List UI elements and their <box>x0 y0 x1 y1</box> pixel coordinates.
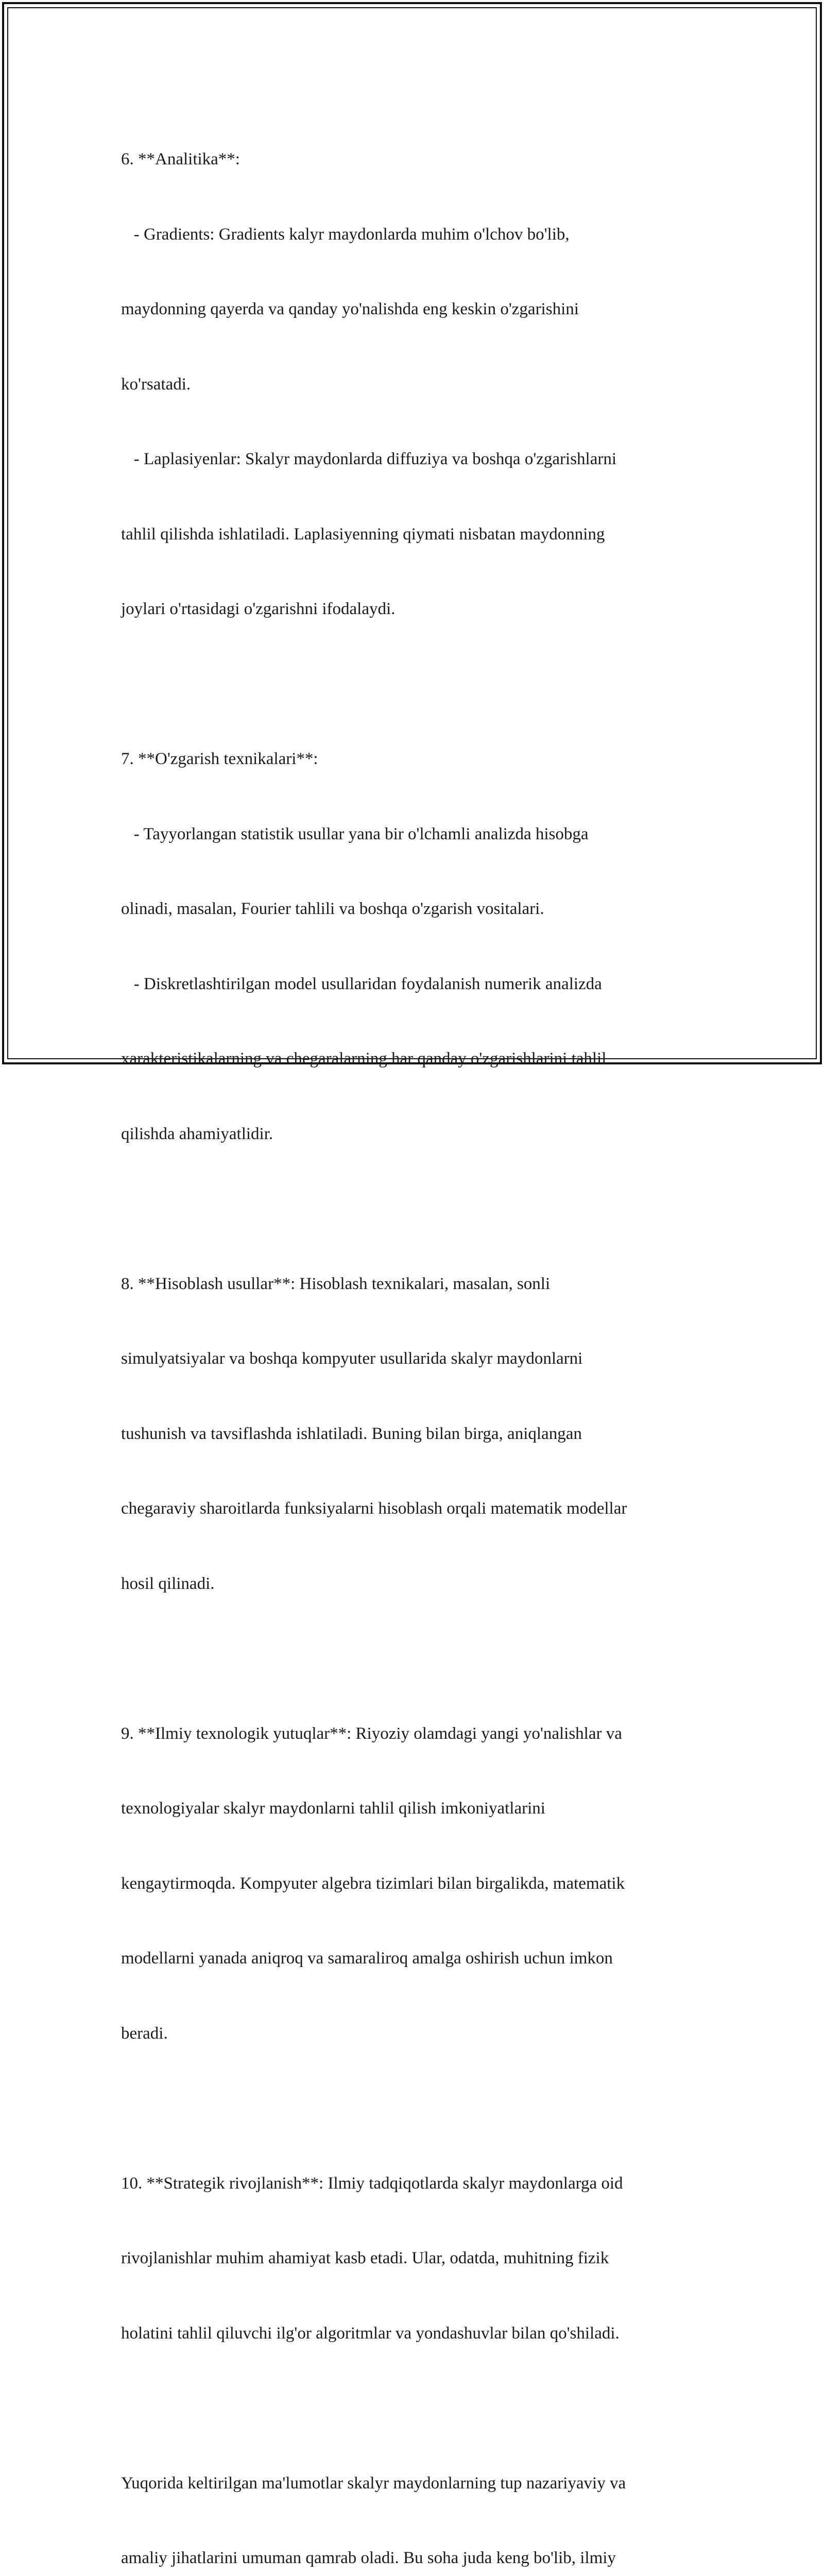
text-line: - Diskretlashtirilgan model usullaridan foydalanish numerik analizda <box>121 972 708 997</box>
paragraph-analitika <box>121 97 708 672</box>
text-line: joylari o'rtasidagi o'zgarishni ifodalaydi. <box>121 597 708 622</box>
text-line: holatini tahlil qiluvchi ilg'or algoritmlar va yondashuvlar bilan qo'shiladi. <box>121 2321 708 2346</box>
text-line: maydonning qayerda va qanday yo'nalishda eng keskin o'zgarishini <box>121 297 708 322</box>
paragraph-hisoblash-usullar <box>121 1222 708 1647</box>
text-line: beradi. <box>121 2021 708 2046</box>
paragraph-conclusion <box>121 2421 708 2576</box>
text-line: 10. **Strategik rivojlanish**: Ilmiy tadqiqotlarda skalyr maydonlarga oid <box>121 2171 708 2196</box>
text-line: rivojlanishlar muhim ahamiyat kasb etadi. Ular, odatda, muhitning fizik <box>121 2246 708 2271</box>
text-line: 6. **Analitika**: <box>121 147 708 172</box>
text-line: qilishda ahamiyatlidir. <box>121 1122 708 1147</box>
text-line: 8. **Hisoblash usullar**: Hisoblash texnikalari, masalan, sonli <box>121 1272 708 1297</box>
paragraph-strategik-rivojlanish <box>121 2121 708 2396</box>
text-line: texnologiyalar skalyr maydonlarni tahlil qilish imkoniyatlarini <box>121 1796 708 1821</box>
text-line: modellarni yanada aniqroq va samaraliroq amalga oshirish uchun imkon <box>121 1946 708 1971</box>
text-line: kengaytirmoqda. Kompyuter algebra tizimlari bilan birgalikda, matematik <box>121 1871 708 1896</box>
text-line: 7. **O'zgarish texnikalari**: <box>121 747 708 772</box>
text-line: amaliy jihatlarini umuman qamrab oladi. Bu soha juda keng bo'lib, ilmiy <box>121 2546 708 2571</box>
text-line: - Tayyorlangan statistik usullar yana bir o'lchamli analizda hisobga <box>121 822 708 847</box>
text-line: simulyatsiyalar va boshqa kompyuter usullarida skalyr maydonlarni <box>121 1346 708 1371</box>
text-line: ko'rsatadi. <box>121 372 708 397</box>
document-body <box>121 97 708 2576</box>
text-line: - Laplasiyenlar: Skalyr maydonlarda diffuziya va boshqa o'zgarishlarni <box>121 447 708 472</box>
text-line: Yuqorida keltirilgan ma'lumotlar skalyr maydonlarning tup nazariyaviy va <box>121 2471 708 2496</box>
text-line: tushunish va tavsiflashda ishlatiladi. Buning bilan birga, aniqlangan <box>121 1421 708 1447</box>
text-line: tahlil qilishda ishlatiladi. Laplasiyenning qiymati nisbatan maydonning <box>121 522 708 547</box>
text-line: 9. **Ilmiy texnologik yutuqlar**: Riyoziy olamdagi yangi yo'nalishlar va <box>121 1721 708 1747</box>
text-line: chegaraviy sharoitlarda funksiyalarni hisoblash orqali matematik modellar <box>121 1496 708 1521</box>
text-line: hosil qilinadi. <box>121 1571 708 1597</box>
text-line: - Gradients: Gradients kalyr maydonlarda muhim o'lchov bo'lib, <box>121 222 708 247</box>
paragraph-ilmiy-texnologik-yutuqlar <box>121 1671 708 2096</box>
text-line: xarakteristikalarning va chegaralarning har qanday o'zgarishlarini tahlil <box>121 1046 708 1072</box>
paragraph-ozgarish-texnikalari <box>121 697 708 1196</box>
text-line: olinadi, masalan, Fourier tahlili va boshqa o'zgarish vositalari. <box>121 896 708 922</box>
